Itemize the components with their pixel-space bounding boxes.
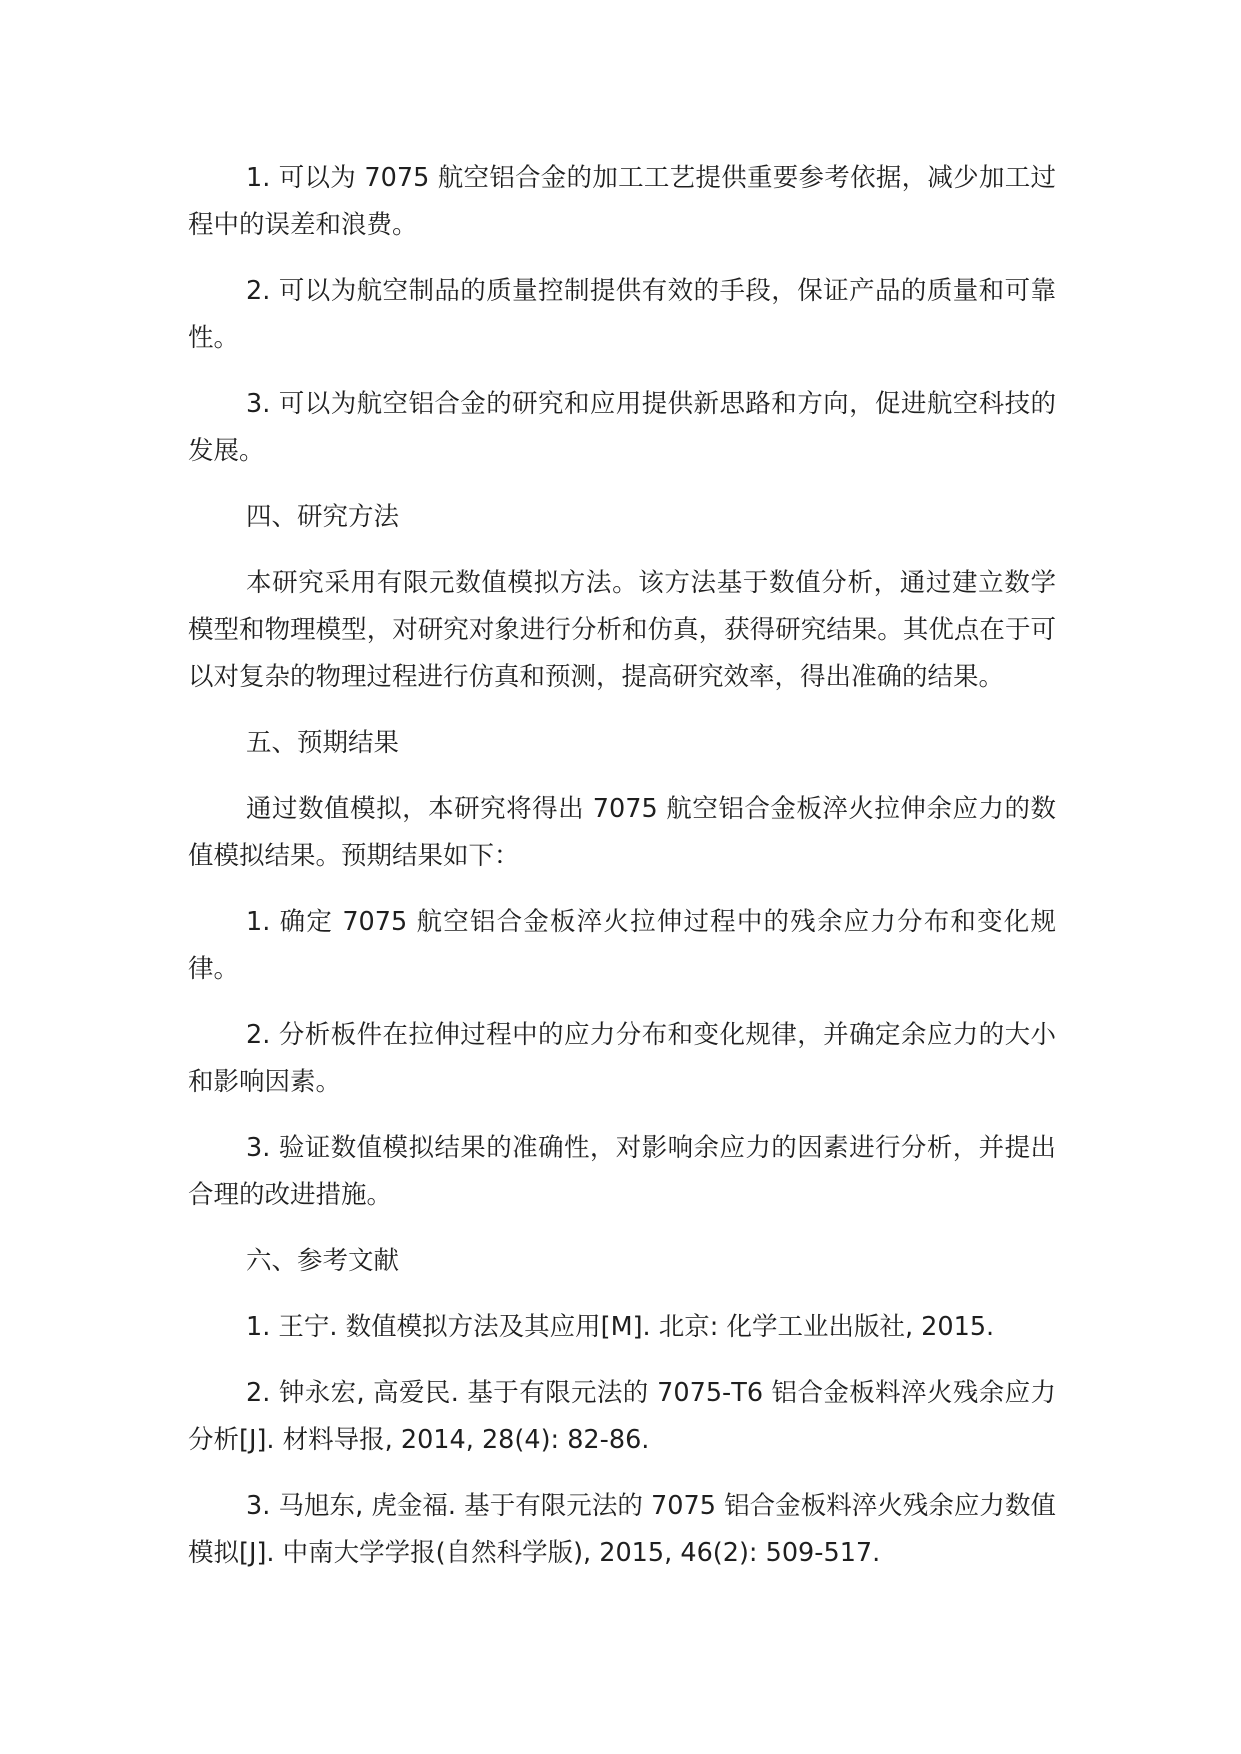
expected-result-item-2: 2. 分析板件在拉伸过程中的应力分布和变化规律，并确定余应力的大小和影响因素。 — [188, 1020, 1056, 1097]
reference-item-2: 2. 钟永宏, 高爱民. 基于有限元法的 7075-T6 铝合金板料淬火残余应力分析[J]. 材料导报, 2014, 28(4): 82-86. — [188, 1378, 1056, 1455]
expected-result-item-3: 3. 验证数值模拟结果的准确性，对影响余应力的因素进行分析，并提出合理的改进措施。 — [188, 1133, 1056, 1210]
methods-paragraph: 本研究采用有限元数值模拟方法。该方法基于数值分析，通过建立数学模型和物理模型，对研究对象进行分析和仿真，获得研究结果。其优点在于可以对复杂的物理过程进行仿真和预测，提高研究效率，得出准确的结果。 — [188, 568, 1056, 692]
significance-item-2: 2. 可以为航空制品的质量控制提供有效的手段，保证产品的质量和可靠性。 — [188, 276, 1056, 353]
expected-results-intro: 通过数值模拟，本研究将得出 7075 航空铝合金板淬火拉伸余应力的数值模拟结果。预期结果如下： — [188, 794, 1056, 871]
section-heading-references: 六、参考文献 — [246, 1246, 400, 1276]
section-heading-expected-results: 五、预期结果 — [246, 728, 400, 758]
significance-item-1: 1. 可以为 7075 航空铝合金的加工工艺提供重要参考依据，减少加工过程中的误差和浪费。 — [188, 163, 1056, 240]
significance-item-3: 3. 可以为航空铝合金的研究和应用提供新思路和方向，促进航空科技的发展。 — [188, 389, 1056, 466]
document-page — [188, 155, 1056, 1596]
reference-item-1: 1. 王宁. 数值模拟方法及其应用[M]. 北京: 化学工业出版社, 2015. — [246, 1312, 995, 1342]
reference-item-3: 3. 马旭东, 虎金福. 基于有限元法的 7075 铝合金板料淬火残余应力数值模拟[J]. 中南大学学报(自然科学版), 2015, 46(2): 509-517. — [188, 1491, 1056, 1568]
expected-result-item-1: 1. 确定 7075 航空铝合金板淬火拉伸过程中的残余应力分布和变化规律。 — [188, 907, 1056, 984]
section-heading-methods: 四、研究方法 — [246, 502, 400, 532]
